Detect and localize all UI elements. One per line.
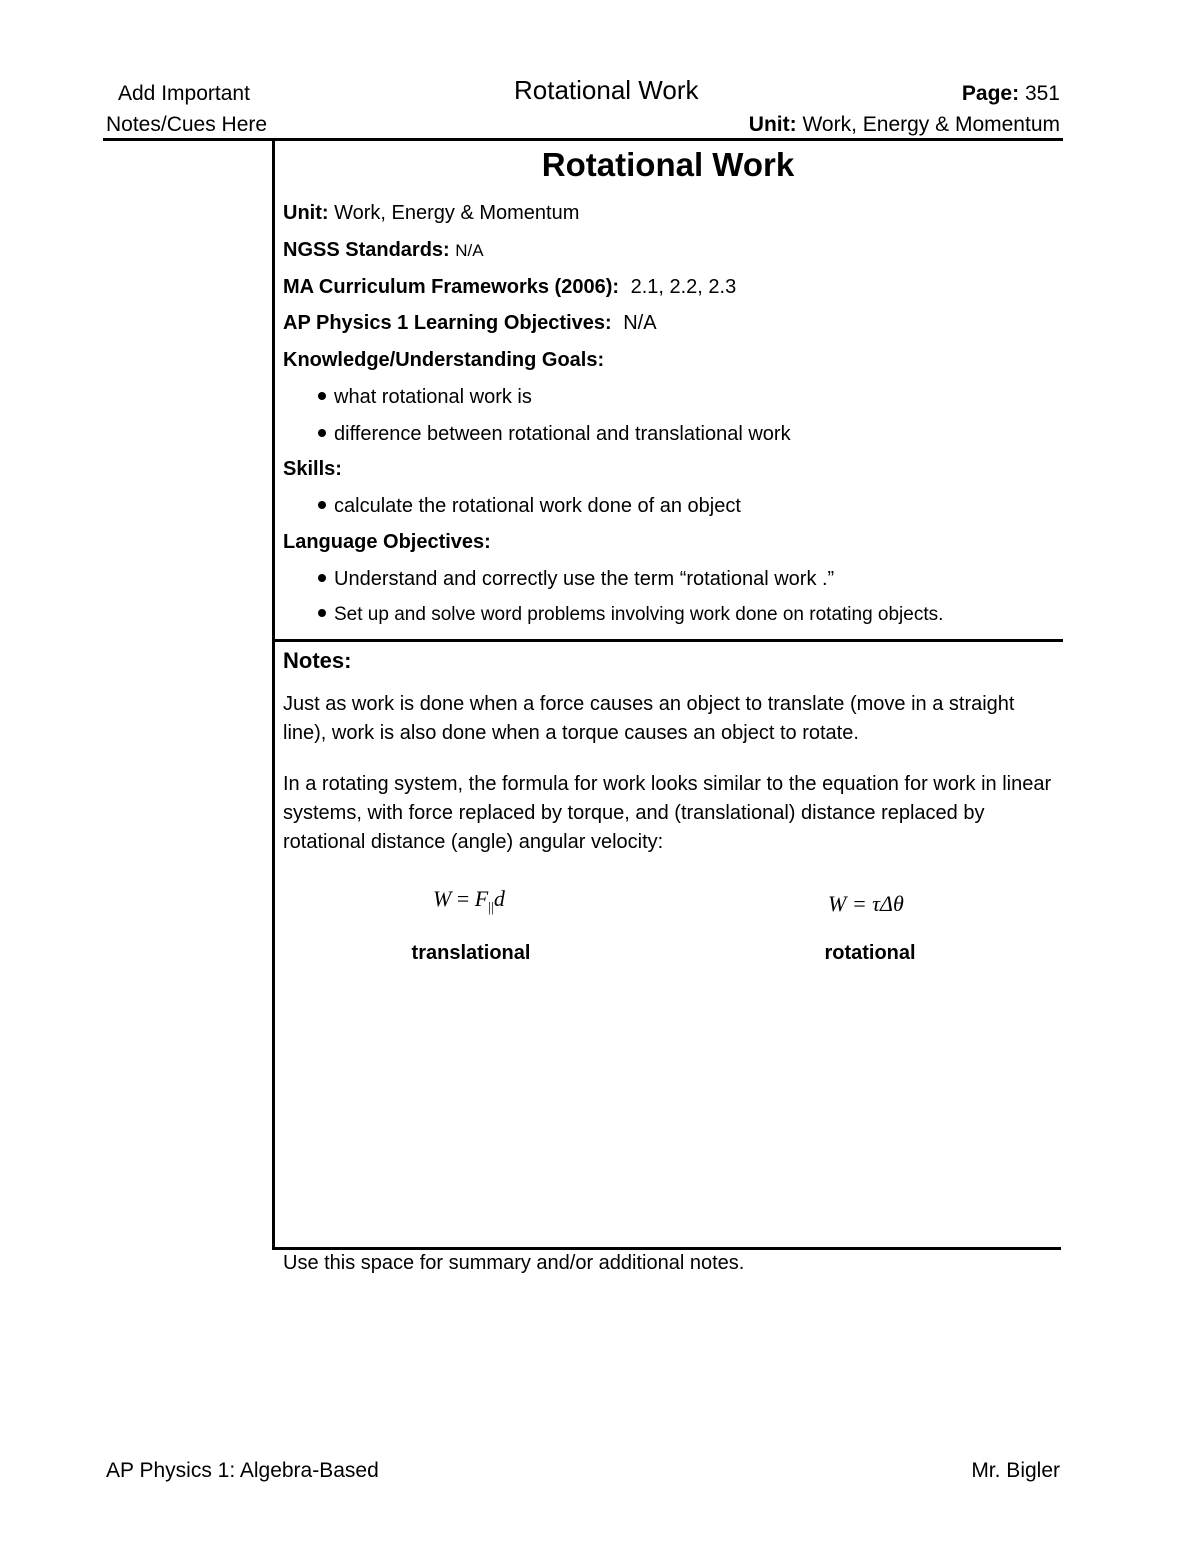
page-number-value: 351 <box>1024 82 1060 105</box>
cue-column-divider <box>272 140 275 1250</box>
ma-frameworks-line <box>283 274 736 300</box>
header-unit-label: Unit: <box>748 113 797 136</box>
skills-item: calculate the rotational work done of an object <box>318 493 741 519</box>
cues-heading-line2: Notes/Cues Here <box>106 113 268 136</box>
unit-label: Unit: <box>283 202 329 224</box>
notes-paragraph-2: In a rotating system, the formula for work looks similar to the equation for work in linear systems, with force replaced by torque, and (translational) distance replaced by rotational distance (angle) angular velocity: <box>283 773 1052 853</box>
cues-heading-line1: Add Important <box>118 82 250 105</box>
ngss-value: N/A <box>455 241 484 260</box>
knowledge-goals-label: Knowledge/Understanding Goals: <box>283 349 605 371</box>
skills-label: Skills: <box>283 458 342 480</box>
ap-objectives-line <box>283 310 657 336</box>
ap-objectives-value: N/A <box>623 312 657 334</box>
language-objective-item: Set up and solve word problems involving work done on rotating objects. <box>318 601 943 628</box>
page-number <box>962 81 1060 107</box>
bullet-icon <box>318 574 326 582</box>
language-objectives-label: Language Objectives: <box>283 531 491 553</box>
bullet-icon <box>318 609 326 617</box>
summary-prompt: Use this space for summary and/or additional notes. <box>283 1252 745 1274</box>
ap-objectives-label: AP Physics 1 Learning Objectives: <box>283 312 612 334</box>
header-unit-value: Work, Energy & Momentum <box>802 113 1060 136</box>
page-label: Page: <box>961 82 1020 105</box>
notes-heading: Notes: <box>283 648 352 673</box>
unit-line <box>283 200 579 226</box>
notes-paragraph-1: Just as work is done when a force causes an object to translate (move in a straight line), work is also done when a torque causes an object to rotate. <box>283 693 1015 744</box>
page-title: Rotational Work <box>541 146 795 183</box>
language-objective-item: Understand and correctly use the term “rotational work .” <box>318 566 834 592</box>
header-rule <box>103 138 1063 141</box>
translational-label: translational <box>411 942 531 964</box>
rotational-work-equation: W = τΔθ <box>828 891 904 916</box>
ngss-line <box>283 237 484 264</box>
bullet-icon <box>318 501 326 509</box>
footer-teacher: Mr. Bigler <box>971 1459 1060 1482</box>
parallel-subscript: || <box>488 900 494 916</box>
objectives-rule <box>272 639 1063 642</box>
ma-frameworks-label: MA Curriculum Frameworks (2006): <box>283 276 620 298</box>
footer-course: AP Physics 1: Algebra-Based <box>106 1459 379 1482</box>
knowledge-goal-item: what rotational work is <box>318 384 532 410</box>
knowledge-goal-item: difference between rotational and translational work <box>318 421 791 447</box>
translational-work-equation: $W = F_{||}d$ <box>433 886 505 916</box>
rotational-label: rotational <box>824 942 916 964</box>
bullet-icon <box>318 392 326 400</box>
unit-value: Work, Energy & Momentum <box>334 202 580 224</box>
bullet-icon <box>318 429 326 437</box>
ngss-label: NGSS Standards: <box>283 239 450 261</box>
header-unit <box>749 112 1060 138</box>
header-title: Rotational Work <box>514 75 699 105</box>
ma-frameworks-value: 2.1, 2.2, 2.3 <box>630 276 737 298</box>
